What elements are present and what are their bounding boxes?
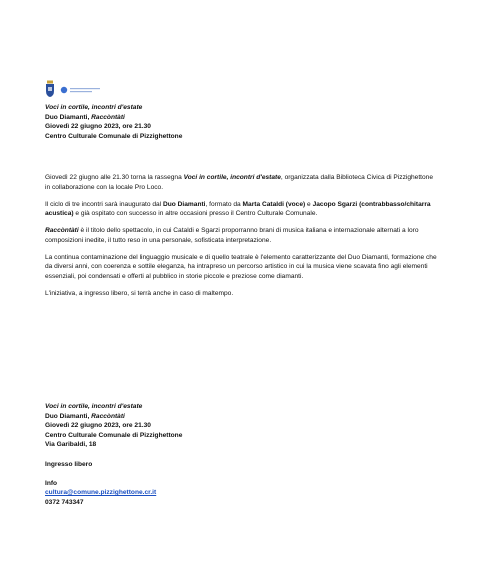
event-series-title: Voci in cortile, incontri d'estate bbox=[45, 104, 143, 111]
logo-area bbox=[44, 80, 164, 102]
footer-performer-name: Duo Diamanti, bbox=[45, 412, 92, 420]
footer-block bbox=[45, 402, 182, 508]
event-venue: Centro Culturale Comunale di Pizzighettone bbox=[45, 132, 183, 140]
phone-number: 0372 743347 bbox=[45, 498, 84, 506]
municipal-crest-logo bbox=[44, 80, 56, 98]
header-block bbox=[45, 103, 182, 141]
library-logo bbox=[60, 83, 114, 97]
duo-name: Duo Diamanti bbox=[163, 200, 206, 208]
paragraph-performers bbox=[45, 200, 438, 219]
show-title: Raccòntàti bbox=[91, 113, 125, 121]
email-link[interactable]: cultura@comune.pizzighettone.cr.it bbox=[45, 489, 157, 497]
show-name: Raccòntàti bbox=[45, 227, 79, 235]
performers-text: e bbox=[305, 200, 313, 208]
performer-2: Jacopo Sgarzi (contrabbasso/chitarra acustica) bbox=[45, 200, 431, 218]
intro-text: Giovedì 22 giugno alle 21.30 torna la rassegna bbox=[45, 174, 184, 181]
intro-text-end: , organizzata dalla Biblioteca Civica di Pizzighettone in collaborazione con la locale Pro Loco. bbox=[45, 174, 434, 191]
show-text: è il titolo dello spettacolo, in cui Cataldi e Sgarzi proporranno brani di musica italiana e internazionale alternati a loro composizioni inedite, il tutto reso in una personale, sofisticata interpretazione. bbox=[45, 227, 419, 244]
footer-performer-line bbox=[45, 412, 182, 422]
series-name: Voci in cortile, incontri d'estate bbox=[183, 174, 281, 181]
performers-text-end: e già ospitato con successo in altre occasioni presso il Centro Culturale Comunale. bbox=[73, 210, 318, 218]
performer-name: Duo Diamanti, bbox=[45, 113, 92, 121]
footer-series-title: Voci in cortile, incontri d'estate bbox=[45, 403, 143, 410]
entry-info: Ingresso libero bbox=[45, 460, 93, 468]
performers-text: , formato da bbox=[205, 200, 243, 208]
footer-show-title: Raccòntàti bbox=[91, 412, 125, 420]
performer-1: Marta Cataldi (voce) bbox=[242, 200, 306, 208]
footer-venue: Centro Culturale Comunale di Pizzighettone bbox=[45, 431, 183, 439]
footer-date: Giovedì 22 giugno 2023, ore 21.30 bbox=[45, 422, 151, 430]
event-date: Giovedì 22 giugno 2023, ore 21.30 bbox=[45, 123, 151, 131]
paragraph-show bbox=[45, 226, 438, 245]
paragraph-description: La continua contaminazione del linguaggio musicale e di quello teatrale è l'elemento caratterizzante del Duo Diamanti, formazione che da diversi anni, con coerenza e sottile eleganza, ha intrapreso un percorso artistico in cui la musica viene scavata fino agli elementi essenziali, poi condensati e offerti al pubblico in storie piccole e preziose come diamanti. bbox=[45, 253, 437, 280]
paragraph-intro bbox=[45, 173, 438, 192]
performers-text: Il ciclo di tre incontri sarà inaugurato dal bbox=[45, 200, 164, 208]
body-text bbox=[45, 173, 438, 306]
footer-address: Via Garibaldi, 18 bbox=[45, 441, 97, 449]
info-label: Info bbox=[45, 479, 58, 487]
paragraph-note: L'iniziativa, a ingresso libero, si terrà anche in caso di maltempo. bbox=[45, 289, 234, 297]
performer-line bbox=[45, 113, 182, 123]
